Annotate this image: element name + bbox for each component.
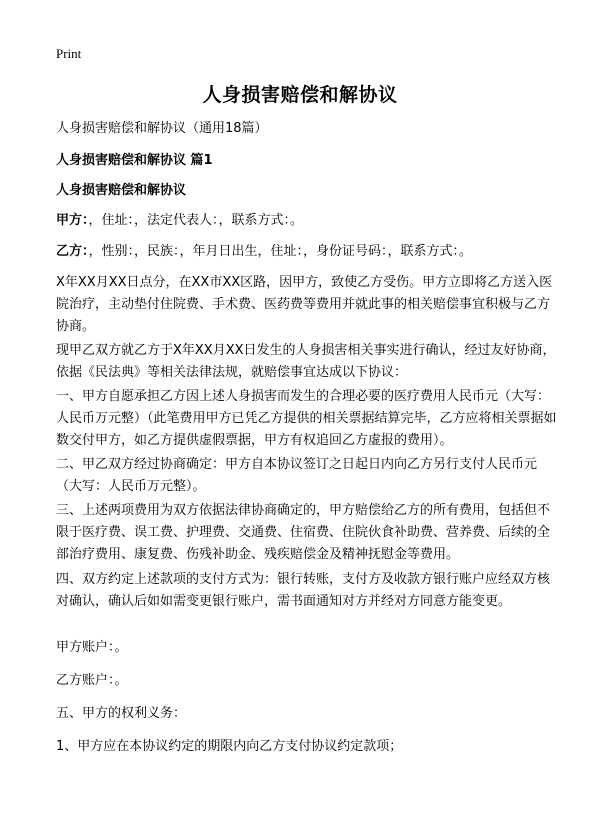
- agreement-heading: 人身损害赔偿和解协议: [56, 183, 187, 198]
- print-link[interactable]: Print: [56, 46, 82, 61]
- party-a-account: 甲方账户：。: [56, 640, 128, 655]
- party-a-line: [56, 210, 558, 232]
- page-title: 人身损害赔偿和解协议: [202, 84, 398, 106]
- paragraph-clause-4: 四、双方约定上述款项的支付方式为：银行转账，支付方及收款方银行账户应经双方核对确认，确认后如如需变更银行账户，需书面通知对方并经对方同意方能变更。: [56, 572, 551, 609]
- party-a-label: 甲方：: [56, 213, 89, 228]
- party-b-account: 乙方账户：。: [56, 673, 128, 688]
- paragraph-clause-2: 二、甲乙双方经过协商确定：甲方自本协议签订之日起日内向乙方另行支付人民币元（大写：人民币万元整）。: [56, 457, 538, 494]
- paragraph-clause-5-heading: 五、甲方的权利义务：: [56, 706, 187, 721]
- paragraph-clause-3: 三、上述两项费用为双方依据法律协商确定的，甲方赔偿给乙方的所有费用，包括但不限于医疗费、误工费、护理费、交通费、住宿费、住院伙食补助费、营养费、后续的全部治疗费用、康复费、伤残补助金、残疾赔偿金及精神抚慰金等费用。: [56, 503, 551, 562]
- party-b-text: ，性别：，民族：，年月日出生，住址：，身份证号码：，联系方式：。: [88, 244, 473, 259]
- party-b-line: [56, 241, 558, 263]
- paragraph-clause-1: 一、甲方自愿承担乙方因上述人身损害而发生的合理必要的医疗费用人民币元（大写：人民币万元整）（此笔费用甲方已凭乙方提供的相关票据结算完毕，乙方应将相关票据如数交付甲方，如乙方提供虚假票据，甲方有权追回乙方虚报的费用）。: [56, 389, 557, 448]
- party-a-text: ，住址：，法定代表人：，联系方式：。: [88, 213, 304, 228]
- section-heading: 人身损害赔偿和解协议 篇1: [56, 153, 213, 168]
- paragraph-clause-5-item-1: 1、甲方应在本协议约定的期限内向乙方支付协议约定款项；: [56, 739, 403, 754]
- document-subtitle: 人身损害赔偿和解协议（通用18篇）: [56, 121, 268, 136]
- paragraph-confirmation: 现甲乙双方就乙方于X年XX月XX日发生的人身损害相关事实进行确认，经过友好协商，依据《民法典》等相关法律法规，就赔偿事宜达成以下协议：: [56, 343, 556, 380]
- paragraph-incident: X年XX月XX日点分，在XX市XX区路，因甲方，致使乙方受伤。甲方立即将乙方送入医院治疗，主动垫付住院费、手术费、医药费等费用并就此事的相关赔偿事宜积极与乙方协商。: [56, 275, 553, 334]
- party-b-label: 乙方：: [56, 244, 89, 259]
